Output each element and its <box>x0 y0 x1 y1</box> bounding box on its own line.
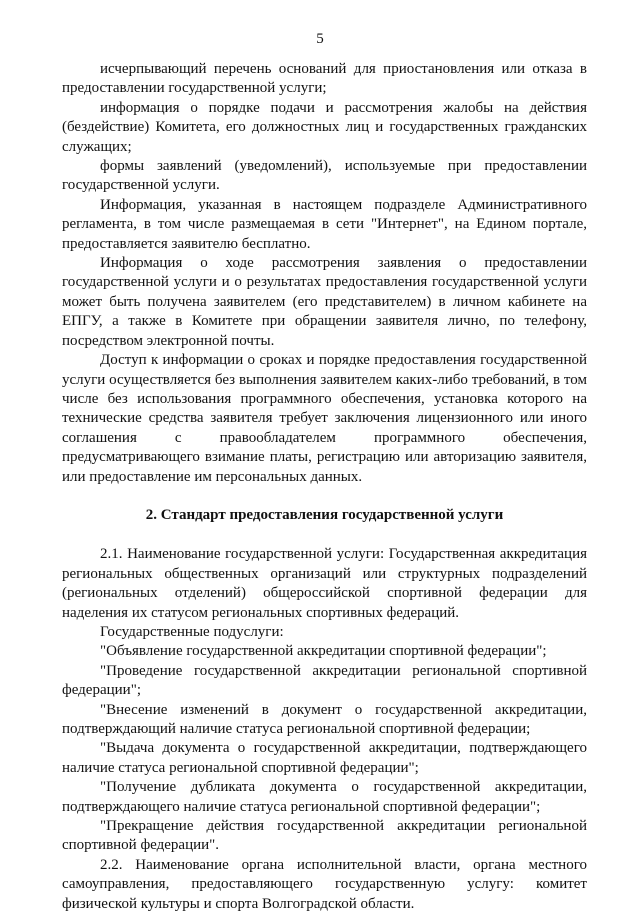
page-number: 5 <box>316 31 324 47</box>
paragraph: 2.1. Наименование государственной услуги: Государственная аккредитация региональных общественных организаций или структурных подразделений (региональных отделений) общероссийской спортивной федерации для наделения их статусом региональных спортивных федераций. <box>62 546 587 621</box>
document-body <box>62 60 587 914</box>
section-heading: 2. Стандарт предоставления государственной услуги <box>145 506 504 523</box>
paragraph: "Прекращение действия государственной аккредитации региональной спортивной федерации". <box>62 818 587 854</box>
paragraph: "Выдача документа о государственной аккредитации, подтверждающего наличие статуса региональной спортивной федерации"; <box>62 740 587 776</box>
paragraph: "Проведение государственной аккредитации региональной спортивной федерации"; <box>62 662 587 699</box>
paragraph: 2.2. Наименование органа исполнительной власти, органа местного самоуправления, предоставляющего государственную услугу: комитет физической культуры и спорта Волгоградской области. <box>62 856 587 912</box>
paragraph: Государственные подуслуги: <box>100 623 284 640</box>
paragraph: "Получение дубликата документа о государственной аккредитации, подтверждающего наличие статуса региональной спортивной федерации"; <box>62 779 587 815</box>
paragraph: Информация, указанная в настоящем подразделе Административного регламента, в том числе размещаемая в сети "Интернет", на Едином портале, предоставляется заявителю бесплатно. <box>62 196 587 252</box>
paragraph: "Внесение изменений в документ о государственной аккредитации, подтверждающий наличие статуса региональной спортивной федерации; <box>62 701 587 737</box>
paragraph: исчерпывающий перечень оснований для приостановления или отказа в предоставлении государственной услуги; <box>62 61 587 97</box>
paragraph: "Объявление государственной аккредитации спортивной федерации"; <box>100 643 547 660</box>
paragraph: Доступ к информации о сроках и порядке предоставления государственной услуги осуществляется без выполнения заявителем каких-либо требований, в том числе без использования программного обеспечения, установка которого на технические средства заявителя требует заключения лицензионного или иного соглашения с правообладателем программного обеспечения, предусматривающего взимание платы, регистрацию или авторизацию заявителя, или предоставление им персональных данных. <box>62 352 587 485</box>
paragraph: Информация о ходе рассмотрения заявления о предоставлении государственной услуги и о результатах предоставления государственной услуги может быть получена заявителем (его представителем) в личном кабинете на ЕПГУ, а также в Комитете при обращении заявителя лично, по телефону, посредством электронной почты. <box>62 255 587 349</box>
paragraph: формы заявлений (уведомлений), используемые при предоставлении государственной услуги. <box>62 158 587 194</box>
paragraph: информация о порядке подачи и рассмотрения жалобы на действия (бездействие) Комитета, его должностных лиц и государственных гражданских служащих; <box>62 99 587 155</box>
